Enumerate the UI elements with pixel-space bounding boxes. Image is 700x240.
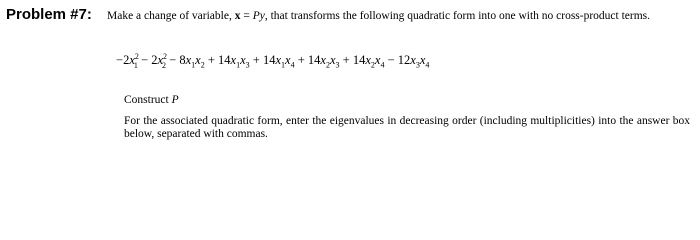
term-sign: − [166, 53, 180, 67]
term-coefficient: 14 [352, 53, 366, 67]
variable-subscript: 3 [335, 60, 340, 70]
eigenvalue-instruction: For the associated quadratic form, enter the eigenvalues in decreasing order (including multiplicities) into the answer box below, separated with commas. [124, 115, 690, 140]
term-sign: − [116, 53, 124, 67]
variable-subscript: 1 [236, 60, 241, 70]
construct-instruction [124, 94, 179, 106]
vector-x: x [234, 10, 241, 22]
problem-label: Problem #7: [6, 6, 92, 23]
intro-text-2: , that transforms the following quadratic form into one with no cross-product terms. [264, 10, 651, 22]
term-variable: x [157, 53, 163, 67]
quadratic-term [116, 51, 139, 70]
variable-subscript: 2 [325, 60, 330, 70]
variable-exponent: 2 [134, 51, 139, 61]
term-variable: x [329, 53, 336, 67]
variable-subscript: 2 [370, 60, 375, 70]
term-coefficient: 14 [218, 53, 231, 67]
construct-text: Construct [124, 94, 172, 106]
matrix-product-py: Py [252, 10, 265, 22]
quadratic-term [249, 53, 295, 70]
term-variable: x [230, 53, 237, 67]
term-coefficient: 12 [397, 53, 411, 67]
term-variable: x [275, 53, 281, 67]
term-variable: x [365, 53, 371, 67]
variable-subscript: 2 [200, 60, 205, 70]
variable-subscript: 2 [162, 60, 166, 70]
quadratic-term [384, 53, 430, 70]
term-variable: x [419, 53, 426, 67]
variable-subscript: 4 [290, 60, 295, 70]
quadratic-term [204, 53, 250, 70]
variable-subscript: 1 [191, 60, 196, 70]
term-sign: + [204, 53, 218, 67]
term-sign: + [339, 53, 353, 67]
variable-subscript: 3 [415, 60, 420, 70]
term-sign: + [249, 53, 263, 67]
variable-subscript: 4 [380, 60, 385, 70]
equals-sign: = [240, 10, 253, 22]
intro-text-1: Make a change of variable, [107, 10, 235, 22]
term-variable: x [185, 53, 192, 67]
quadratic-term [166, 53, 205, 70]
term-sign: − [137, 53, 152, 67]
variable-subscript: 1 [281, 60, 285, 70]
term-variable: x [195, 53, 201, 67]
term-coefficient: 14 [307, 53, 321, 67]
variable-subscript: 3 [245, 60, 250, 70]
term-variable: x [285, 53, 291, 67]
term-variable: x [129, 53, 135, 67]
variable-exponent: 2 [163, 51, 167, 61]
problem-intro [107, 9, 689, 23]
variable-subscript: 4 [425, 60, 430, 70]
quadratic-term [294, 53, 340, 70]
term-coefficient: 8 [179, 53, 186, 67]
quadratic-form [116, 53, 429, 68]
term-coefficient: 2 [151, 53, 158, 67]
term-coefficient: 2 [123, 53, 130, 67]
term-variable: x [410, 53, 416, 67]
term-sign: − [384, 53, 398, 67]
term-variable: x [320, 53, 326, 67]
quadratic-term [137, 51, 167, 70]
term-coefficient: 14 [262, 53, 276, 67]
matrix-p: P [171, 94, 179, 106]
term-variable: x [374, 53, 381, 67]
quadratic-term [339, 53, 385, 70]
term-variable: x [240, 53, 246, 67]
term-sign: + [294, 53, 308, 67]
variable-subscript: 1 [133, 60, 138, 70]
